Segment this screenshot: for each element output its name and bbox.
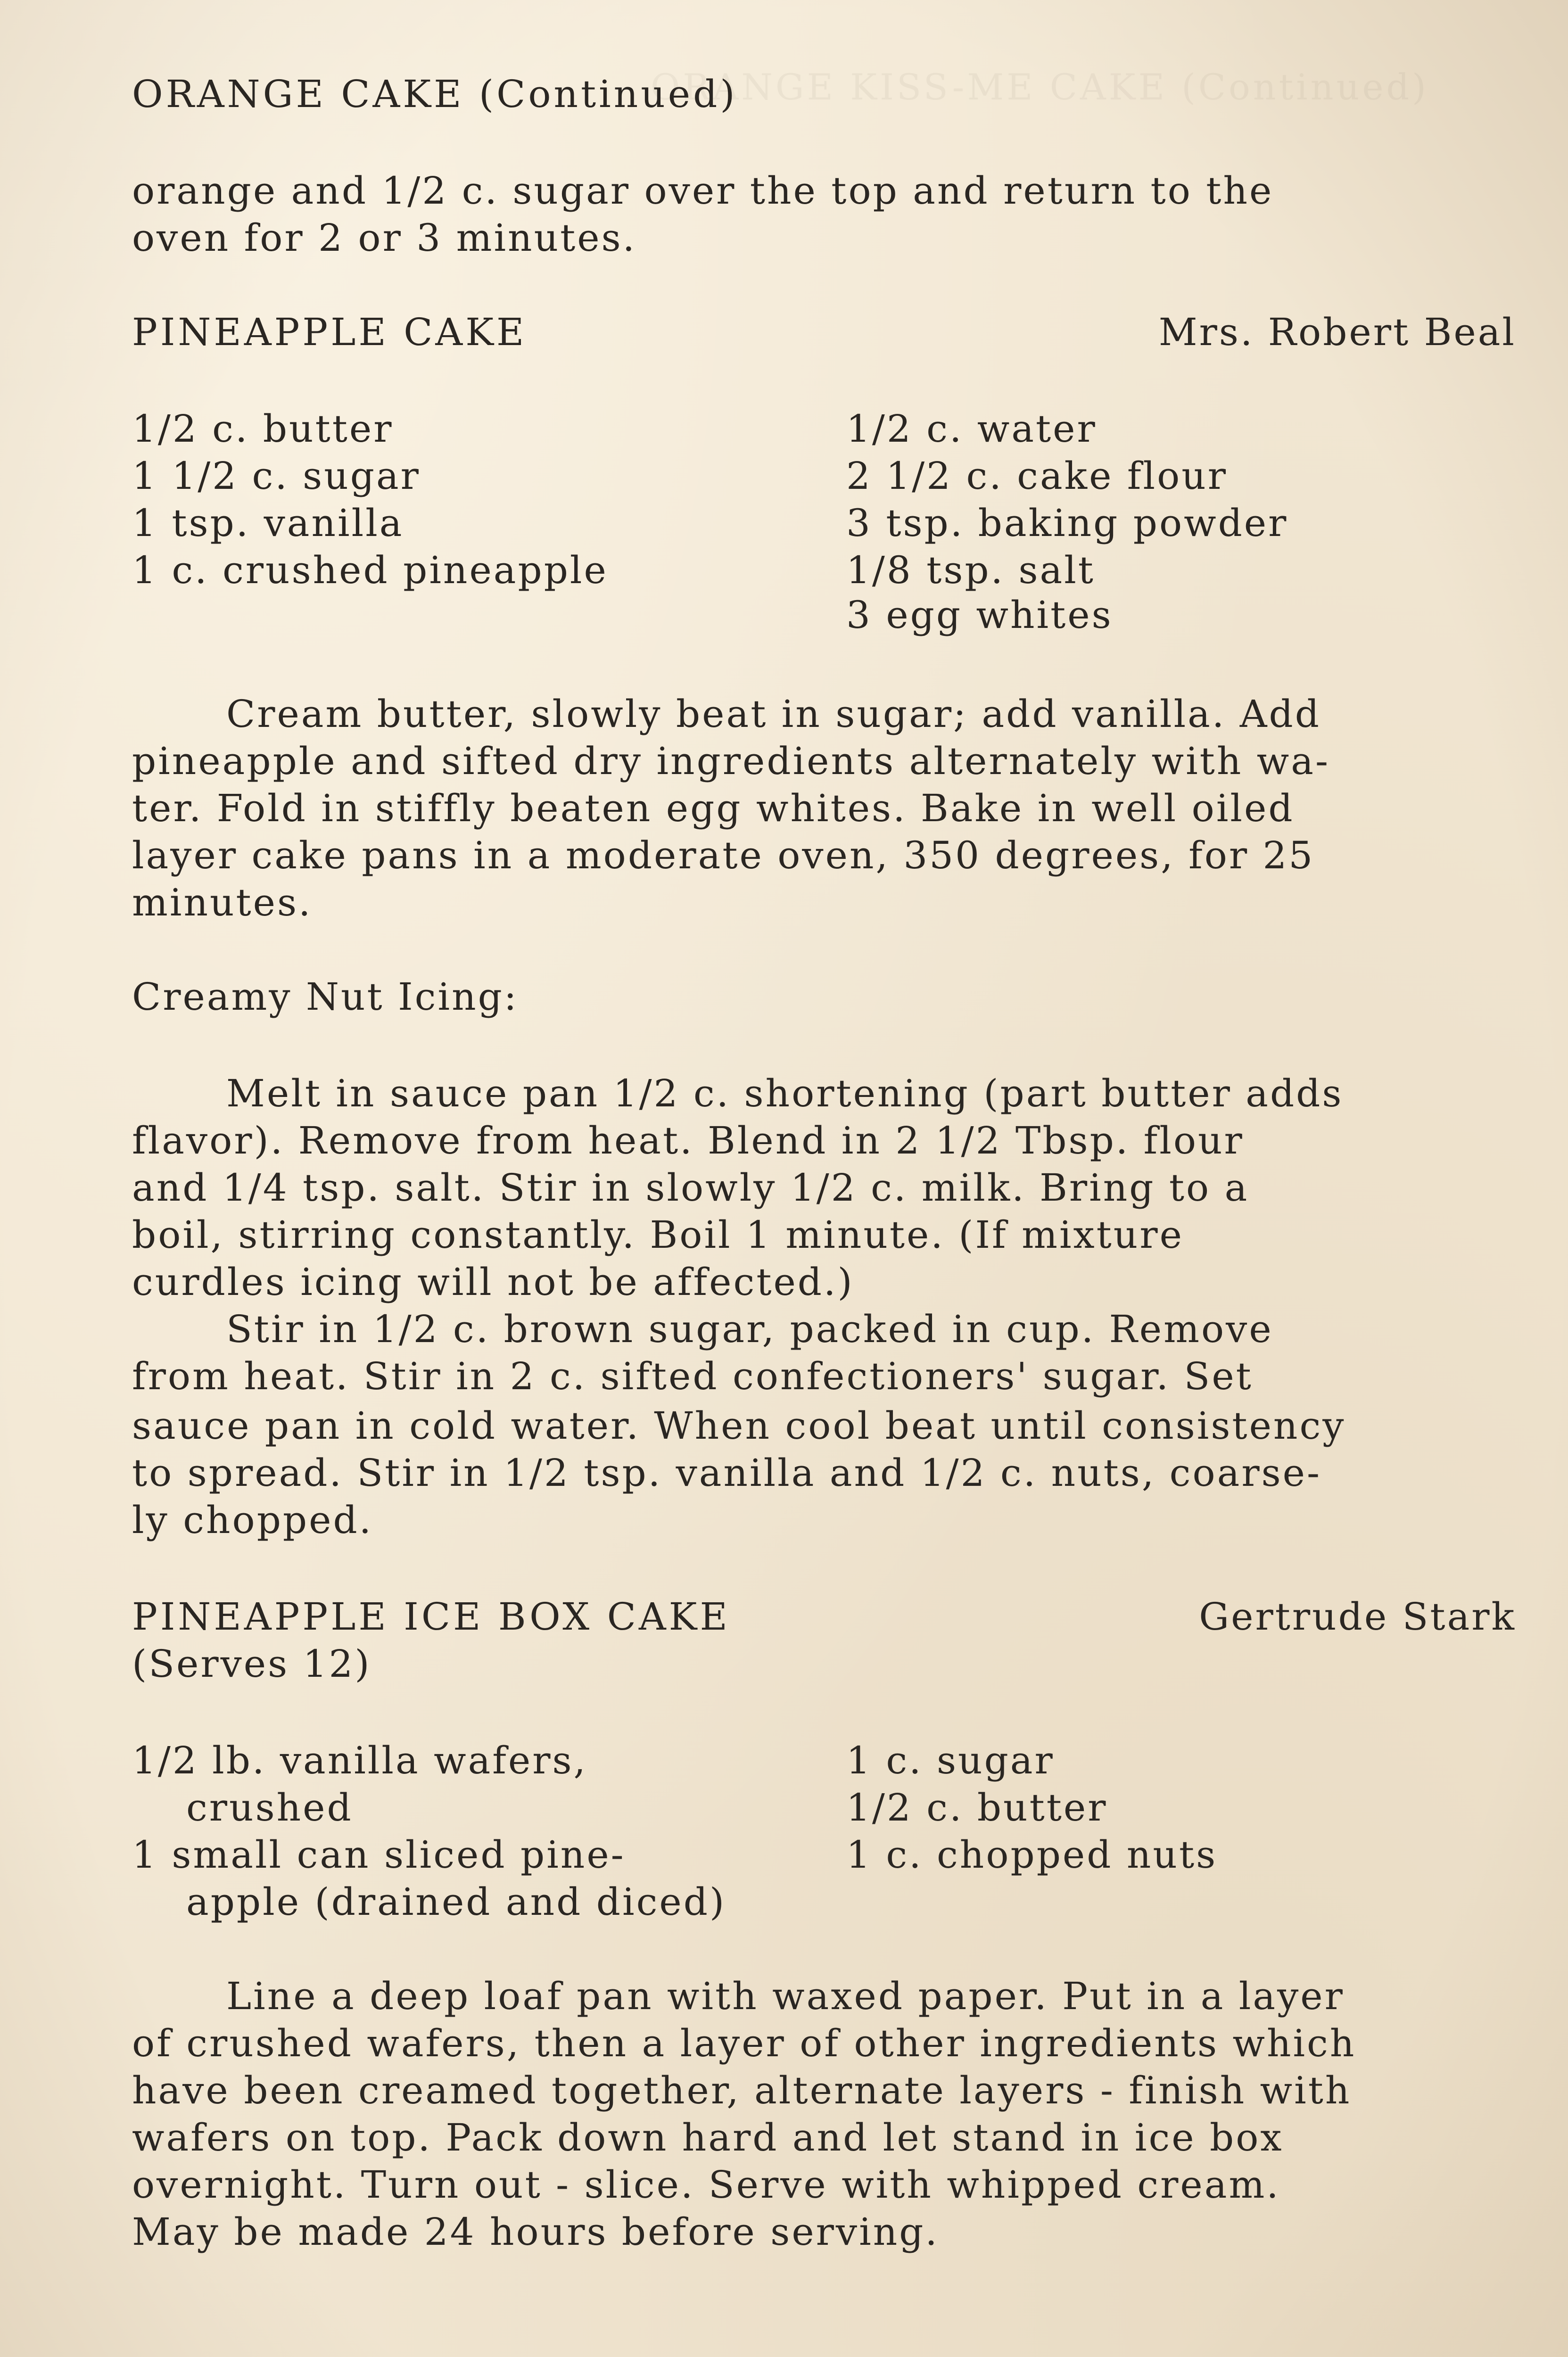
recipe-title-pineapple-cake: PINEAPPLE CAKE	[132, 310, 527, 354]
ingredient: 1 1/2 c. sugar	[132, 454, 421, 498]
direction-line: pineapple and sifted dry ingredients alternately with wa-	[132, 739, 1330, 783]
ingredient: 1 c. chopped nuts	[846, 1833, 1218, 1877]
recipe-author: Gertrude Stark	[1199, 1595, 1516, 1639]
ingredient: 1/2 c. water	[846, 407, 1097, 451]
ingredient: crushed	[186, 1786, 353, 1830]
ingredient: 2 1/2 c. cake flour	[846, 454, 1228, 498]
icing-line: from heat. Stir in 2 c. sifted confectioners' sugar. Set	[132, 1354, 1253, 1398]
ingredient: 1 c. crushed pineapple	[132, 548, 608, 592]
direction-line: Line a deep loaf pan with waxed paper. Put in a layer	[226, 1974, 1345, 2018]
icing-line: sauce pan in cold water. When cool beat until consistency	[132, 1404, 1346, 1448]
recipe-title-pineapple-ice-box-cake: PINEAPPLE ICE BOX CAKE	[132, 1595, 730, 1639]
ingredient: 3 tsp. baking powder	[846, 501, 1288, 545]
recipe-author: Mrs. Robert Beal	[1158, 310, 1516, 354]
icing-line: flavor). Remove from heat. Blend in 2 1/2 Tbsp. flour	[132, 1119, 1244, 1162]
continuation-line: oven for 2 or 3 minutes.	[132, 216, 637, 260]
direction-line: overnight. Turn out - slice. Serve with whipped cream.	[132, 2163, 1280, 2207]
direction-line: Cream butter, slowly beat in sugar; add vanilla. Add	[226, 692, 1321, 736]
ingredient: apple (drained and diced)	[186, 1880, 726, 1924]
icing-line: curdles icing will not be affected.)	[132, 1260, 854, 1304]
recipe-serves: (Serves 12)	[132, 1642, 371, 1686]
continuation-line: orange and 1/2 c. sugar over the top and return to the	[132, 169, 1274, 213]
ingredient: 1/8 tsp. salt	[846, 548, 1095, 592]
direction-line: minutes.	[132, 881, 313, 924]
direction-line: May be made 24 hours before serving.	[132, 2210, 939, 2254]
ingredient: 1/2 c. butter	[846, 1786, 1108, 1830]
icing-line: ly chopped.	[132, 1498, 373, 1542]
ingredient: 1 small can sliced pine-	[132, 1833, 626, 1877]
icing-line: boil, stirring constantly. Boil 1 minute. (If mixture	[132, 1213, 1184, 1257]
ingredient: 1/2 c. butter	[132, 407, 394, 451]
icing-line: and 1/4 tsp. salt. Stir in slowly 1/2 c. milk. Bring to a	[132, 1166, 1249, 1210]
ingredient: 1 c. sugar	[846, 1739, 1055, 1782]
icing-line: Stir in 1/2 c. brown sugar, packed in cup. Remove	[226, 1307, 1273, 1351]
direction-line: layer cake pans in a moderate oven, 350 degrees, for 25	[132, 833, 1315, 877]
ingredient: 3 egg whites	[846, 593, 1113, 637]
direction-line: of crushed wafers, then a layer of other ingredients which	[132, 2021, 1356, 2065]
page-header: ORANGE CAKE (Continued)	[132, 72, 738, 116]
ingredient: 1/2 lb. vanilla wafers,	[132, 1739, 587, 1782]
icing-line: to spread. Stir in 1/2 tsp. vanilla and 1/2 c. nuts, coarse-	[132, 1451, 1322, 1495]
bleed-through-text: ORANGE KISS-ME CAKE (Continued)	[651, 66, 1429, 108]
direction-line: wafers on top. Pack down hard and let stand in ice box	[132, 2116, 1284, 2159]
ingredient: 1 tsp. vanilla	[132, 501, 404, 545]
direction-line: ter. Fold in stiffly beaten egg whites. Bake in well oiled	[132, 786, 1295, 830]
icing-line: Melt in sauce pan 1/2 c. shortening (part butter adds	[226, 1071, 1344, 1115]
direction-line: have been creamed together, alternate layers - finish with	[132, 2069, 1352, 2112]
section-title-creamy-nut-icing: Creamy Nut Icing:	[132, 975, 519, 1019]
